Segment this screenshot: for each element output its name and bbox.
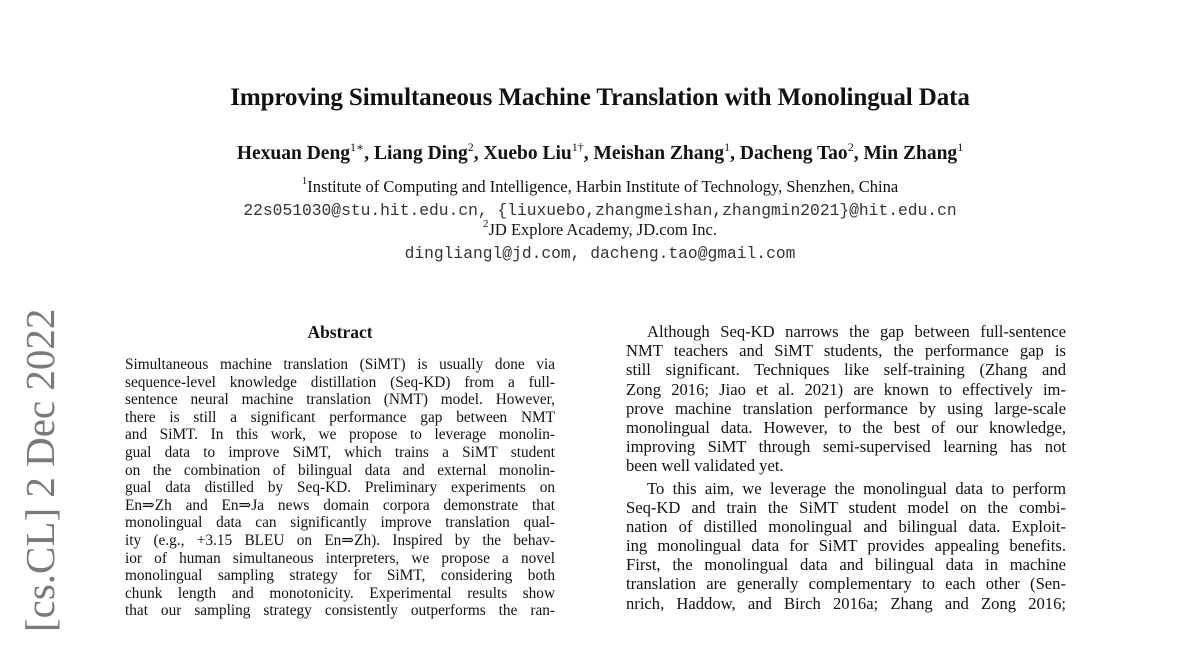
abstract-body xyxy=(125,356,555,620)
paper-title: Improving Simultaneous Machine Translation with Monolingual Data xyxy=(230,84,970,111)
author-mark: 2 xyxy=(847,140,854,154)
abstract-line: gual data to improve SiMT, which trains a SiMT student xyxy=(125,443,555,461)
intro-line: To this aim, we leverage the monolingual data to perform xyxy=(647,478,1066,498)
author-name: Meishan Zhang xyxy=(593,143,725,164)
intro-line: prove machine translation performance by using large-scale xyxy=(626,398,1066,418)
intro-line: ing monolingual data for SiMT provides appealing benefits. xyxy=(626,536,1066,556)
intro-line: nrich, Haddow, and Birch 2016a; Zhang and Zong 2016; xyxy=(626,593,1066,613)
abstract-line: there is still a significant performance gap between NMT xyxy=(125,408,555,426)
emails-1: 22s051030@stu.hit.edu.cn, {liuxuebo,zhangmeishan,zhangmin2021}@hit.edu.cn xyxy=(243,201,957,220)
author-mark: 1† xyxy=(571,140,584,154)
abstract-line: and SiMT. In this work, we propose to leverage monolin- xyxy=(125,426,555,444)
intro-line: First, the monolingual data and bilingual data in machine xyxy=(626,555,1066,575)
arxiv-stamp: [cs.CL] 2 Dec 2022 xyxy=(17,308,63,632)
author-name: Liang Ding xyxy=(373,143,468,164)
affiliation-2 xyxy=(0,220,1200,240)
author-name: Hexuan Deng xyxy=(236,143,351,164)
intro-line: NMT teachers and SiMT students, the performance gap is xyxy=(626,341,1066,361)
intro-line: Although Seq-KD narrows the gap between full-sentence xyxy=(647,322,1066,341)
intro-line: Zong 2016; Jiao et al. 2021) are known to effectively im- xyxy=(626,379,1066,399)
abstract-line: monolingual sampling strategy for SiMT, considering both xyxy=(125,567,555,585)
affiliation-text: Institute of Computing and Intelligence, Harbin Institute of Technology, Shenzhen, China xyxy=(307,177,899,196)
abstract-line: En⇒Zh and En⇒Ja news domain corpora demonstrate that xyxy=(125,496,555,514)
intro-line: Seq-KD and train the SiMT student model on the combi- xyxy=(626,497,1066,517)
abstract-line: sentence neural machine translation (NMT) model. However, xyxy=(125,391,555,409)
abstract-line: monolingual data can significantly improve translation qual- xyxy=(125,514,555,532)
abstract-line: gual data distilled by Seq-KD. Preliminary experiments on xyxy=(125,479,555,497)
introduction-body xyxy=(626,323,1066,614)
affiliation-mark: 2 xyxy=(483,218,489,230)
author-mark: 1∗ xyxy=(350,140,365,154)
abstract-line: ity (e.g., +3.15 BLEU on En⇒Zh). Inspired by the behav- xyxy=(125,531,555,549)
abstract-line: Simultaneous machine translation (SiMT) is usually done via xyxy=(125,356,555,373)
author-list: Hexuan Deng$^{1∗}$, Liang Ding$^2$, Xuebo Liu$^{1\dagger}$, Meishan Zhang$^1$, Dacheng Tao$^2$, Min Zhang$^1$ xyxy=(236,140,964,164)
author-name: Dacheng Tao xyxy=(739,143,848,164)
author-name: Min Zhang xyxy=(863,143,958,164)
author-name: Xuebo Liu xyxy=(483,143,572,164)
affiliation-mark: 1 xyxy=(301,175,308,187)
intro-line: monolingual data. However, to the best of our knowledge, xyxy=(626,417,1066,437)
intro-line: nation of distilled monolingual and bilingual data. Exploit- xyxy=(626,516,1066,536)
emails-2: dingliangl@jd.com, dacheng.tao@gmail.com xyxy=(404,244,796,263)
intro-line: still significant. Techniques like self-training (Zhang and xyxy=(626,360,1066,380)
author-mark: 1 xyxy=(957,140,964,154)
intro-line: translation are generally complementary to each other (Sen- xyxy=(626,574,1066,594)
affiliation-1 xyxy=(0,177,1200,197)
abstract-line: sequence-level knowledge distillation (Seq-KD) from a full- xyxy=(125,373,555,391)
affiliation-text: JD Explore Academy, JD.com Inc. xyxy=(488,220,717,239)
intro-line: been well validated yet. xyxy=(626,456,784,476)
abstract-line: that our sampling strategy consistently outperforms the ran- xyxy=(125,602,555,620)
intro-line: improving SiMT through semi-supervised learning has not xyxy=(626,437,1066,457)
abstract-line: ior of human simultaneous interpreters, we propose a novel xyxy=(125,549,555,567)
abstract-heading: Abstract xyxy=(307,322,373,342)
author-mark: 2 xyxy=(467,140,474,154)
abstract-line: chunk length and monotonicity. Experimental results show xyxy=(125,584,555,602)
abstract-line: on the combination of bilingual data and external monolin- xyxy=(125,461,555,479)
author-mark: 1 xyxy=(724,140,731,154)
